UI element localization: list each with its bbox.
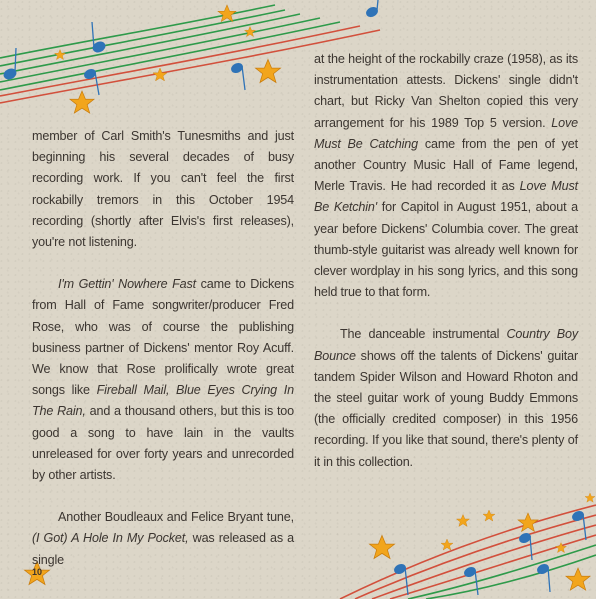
text-run: The danceable instrumental <box>340 327 507 342</box>
text-run: for Capitol in August 1951, about a year before Dickens' Columbia cover. The great thumb-style guitarist was already well known for clever wordplay in his song lyrics, and this song held true to that form. <box>314 200 578 300</box>
song-title: Love Must Be Ketchin' <box>314 179 579 215</box>
text-run: Another Boudleaux and Felice Bryant tune, <box>58 510 294 525</box>
right-text-column <box>314 49 578 473</box>
paragraph <box>314 49 578 303</box>
star-icon <box>55 5 281 113</box>
text-run: member of Carl Smith's Tunesmiths and just beginning his several decades of busy recording work. If you can't feel the first rockabilly tremors in this October 1954 recording (shortly after Elvis's first releases), you're not listening. <box>32 129 294 250</box>
music-note-icon <box>393 510 586 595</box>
song-title: I'm Gettin' Nowhere Fast <box>58 277 196 292</box>
text-run: was released as a single <box>32 531 294 567</box>
song-title: Love Must Be Catching <box>314 115 578 151</box>
staff-line <box>0 26 360 96</box>
song-title: Country Boy Bounce <box>314 327 578 363</box>
text-run: shows off the talents of Dickens' guitar tandem Spider Wilson and Howard Rhoton and the steel guitar work of young Buddy Emmons (the officially credited composer) in this 1956 recording. If you like that sound, there's plenty of it in this collection. <box>314 348 578 469</box>
song-title: (I Got) A Hole In My Pocket, <box>32 531 189 546</box>
paragraph <box>32 126 294 253</box>
song-title: Fireball Mail, Blue Eyes Crying In The Rain, <box>32 383 294 419</box>
paragraph <box>32 507 294 571</box>
text-run: came from the pen of yet another Country Music Hall of Fame legend, Merle Travis. He had recorded it as <box>314 136 578 194</box>
staff-line <box>390 535 596 599</box>
paragraph <box>314 324 578 472</box>
text-run: and a thousand others, but this is too good a song to have lain in the vaults unreleased for over forty years and unrecorded by other artists. <box>32 404 295 483</box>
staff-line <box>0 14 300 74</box>
page-number: 10 <box>31 567 42 577</box>
text-run: came to Dickens from Hall of Fame songwriter/producer Fred Rose, who was of course the publishing business partner of Dickens' mentor Roy Acuff. We know that Rose prolifically wrote great songs like <box>32 277 294 398</box>
text-run: at the height of the rockabilly craze (1958), as its instrumentation attests. Dickens' single didn't chart, but Ricky Van Shelton copied this very arrangement for his 1989 Top 5 version. <box>314 52 578 130</box>
left-text-column <box>32 126 294 571</box>
paragraph <box>32 274 294 486</box>
